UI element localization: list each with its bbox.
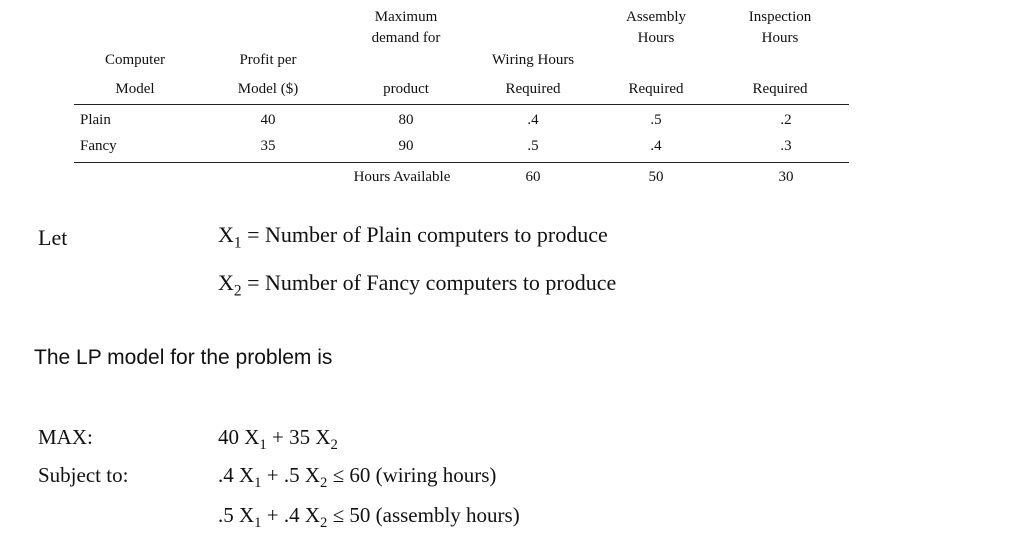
x2-definition (218, 270, 617, 300)
hours-available-label: Hours Available (353, 169, 451, 185)
cell-demand: 90 (398, 138, 414, 154)
header-line: Assembly (626, 9, 686, 25)
subscript: 2 (320, 515, 328, 532)
header-divider (74, 104, 849, 105)
x2-subscript: 2 (233, 282, 242, 300)
header-line: Hours (761, 30, 799, 46)
subject-to-label: Subject to: (38, 463, 129, 487)
subscript: 1 (254, 475, 262, 492)
cell-wiring: .4 (527, 112, 539, 128)
cell-profit: 35 (260, 138, 276, 154)
header-max-demand (352, 7, 460, 100)
header-line: Hours (637, 30, 675, 46)
header-line: Computer (105, 52, 165, 68)
header-line: Model (115, 81, 155, 97)
header-profit (218, 50, 318, 100)
term: .4 X (218, 463, 255, 487)
cell-assembly: .4 (650, 138, 662, 154)
cell-inspection: .2 (780, 112, 792, 128)
let-label: Let (38, 225, 68, 250)
x2-variable: X (218, 270, 234, 295)
subscript: 1 (254, 515, 262, 532)
x1-subscript: 1 (233, 234, 242, 252)
header-line: Required (505, 81, 561, 97)
subscript: 1 (259, 437, 267, 454)
x1-text: = Number of Plain computers to produce (241, 222, 608, 247)
term: ≤ 60 (wiring hours) (327, 463, 497, 487)
term: ≤ 50 (assembly hours) (327, 503, 520, 527)
header-line: Profit per (239, 52, 297, 68)
subscript: 2 (320, 475, 328, 492)
term: + .5 X (261, 463, 321, 487)
constraint-assembly (218, 503, 520, 532)
cell-inspection: .3 (780, 138, 792, 154)
objective-function (218, 425, 338, 454)
header-line: demand for (371, 30, 441, 46)
subscript: 2 (330, 437, 338, 454)
header-line: Wiring Hours (491, 52, 575, 68)
term: .5 X (218, 503, 255, 527)
lp-intro: The LP model for the problem is (34, 346, 333, 369)
cell-assembly: .5 (650, 112, 662, 128)
hours-available-inspection: 30 (778, 169, 794, 185)
x2-text: = Number of Fancy computers to produce (241, 270, 617, 295)
hours-available-wiring: 60 (525, 169, 541, 185)
header-wiring (474, 50, 592, 100)
header-computer-model (90, 50, 180, 100)
footer-divider (74, 162, 849, 163)
x1-definition (218, 222, 608, 252)
header-assembly (606, 7, 706, 100)
cell-model: Plain (80, 112, 111, 128)
term: 40 X (218, 425, 260, 449)
header-line: Maximum (374, 9, 438, 25)
x1-variable: X (218, 222, 234, 247)
hours-available-assembly: 50 (648, 169, 664, 185)
header-line: Inspection (748, 9, 812, 25)
term: + .4 X (261, 503, 321, 527)
max-label: MAX: (38, 425, 93, 449)
header-line: Model ($) (237, 81, 299, 97)
cell-model: Fancy (80, 138, 117, 154)
cell-wiring: .5 (527, 138, 539, 154)
cell-demand: 80 (398, 112, 414, 128)
header-line: Required (628, 81, 684, 97)
header-line: product (383, 81, 429, 97)
term: + 35 X (266, 425, 331, 449)
constraint-wiring (218, 463, 497, 492)
cell-profit: 40 (260, 112, 276, 128)
header-line: Required (752, 81, 808, 97)
header-inspection (730, 7, 830, 100)
